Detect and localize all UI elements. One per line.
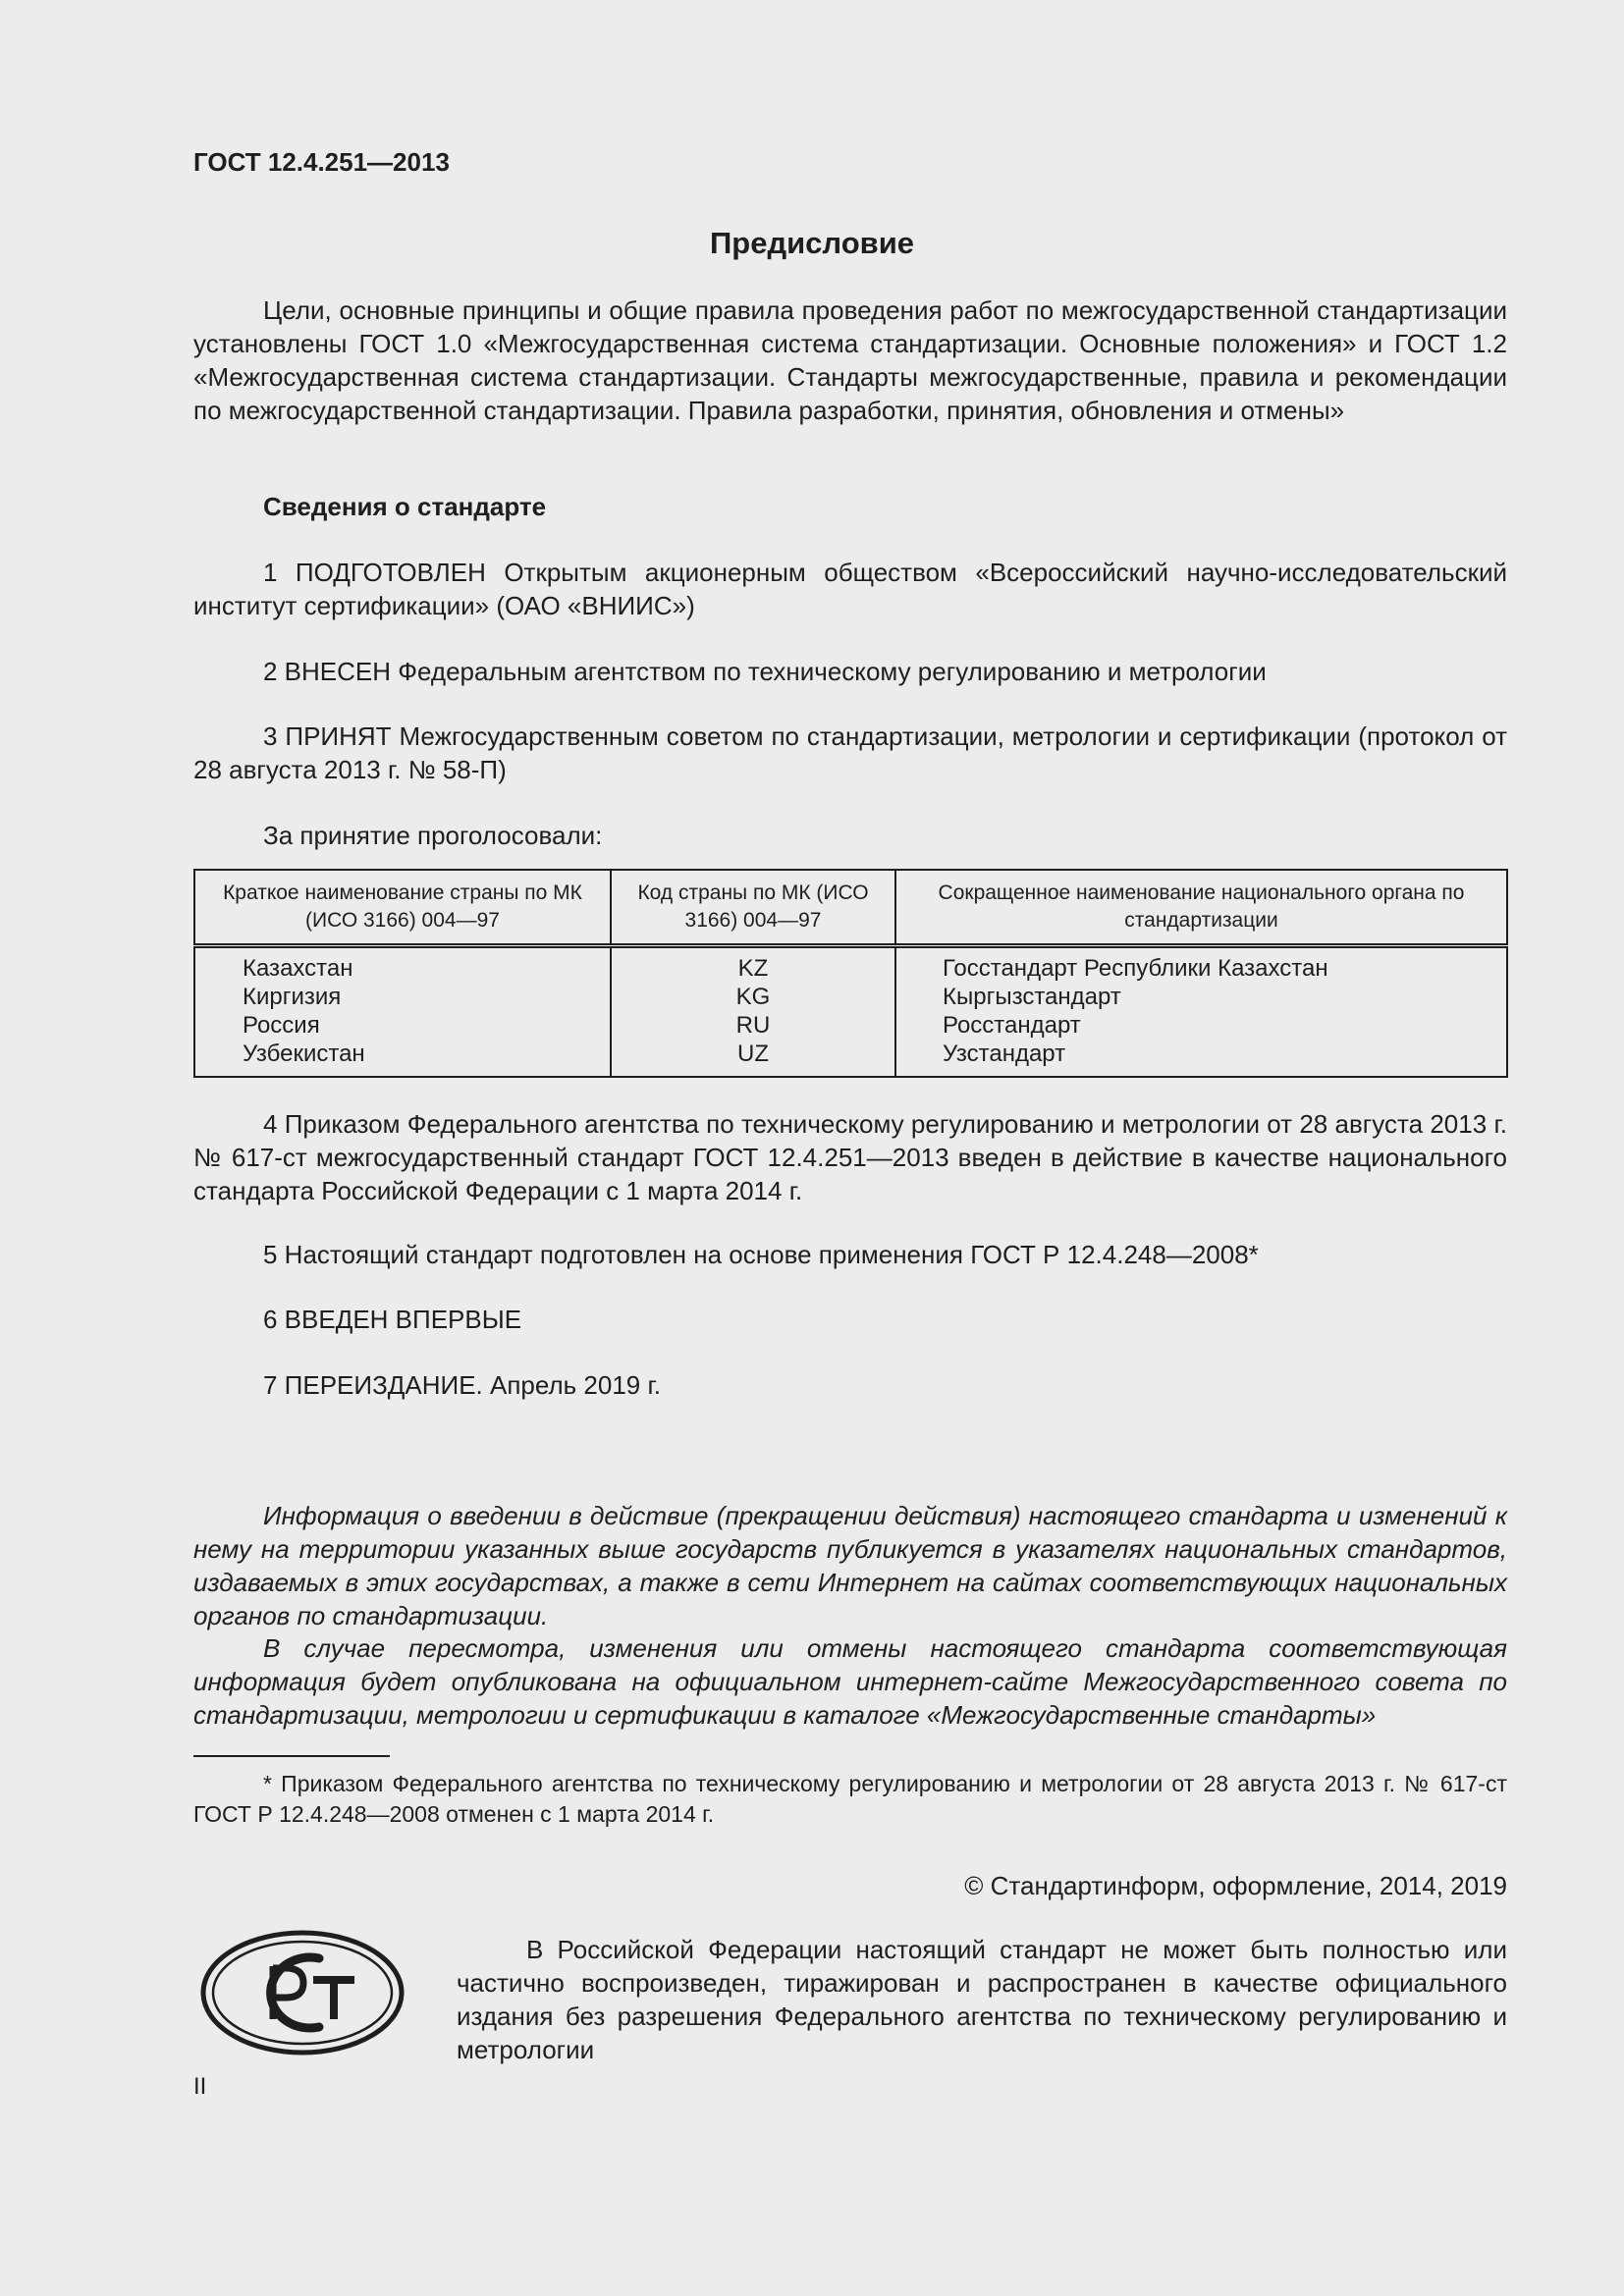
header-country: Краткое наименование страны по МК (ИСО 3166) 004—97 [194, 870, 611, 946]
country-column [194, 946, 611, 1078]
footnote: * Приказом Федерального агентства по техническому регулированию и метрологии от 28 августа 2013 г. № 617-ст ГОСТ Р 12.4.248—2008 отменен с 1 марта 2014 г. [193, 1771, 1507, 1827]
table-cell-country: Казахстан [243, 955, 353, 982]
code-column [611, 946, 895, 1078]
info-heading: Сведения о стандарте [263, 492, 547, 521]
table-cell-body: Росстандарт [943, 1012, 1081, 1039]
header-body: Сокращенное наименование национального органа по стандартизации [895, 870, 1507, 946]
table-cell-body: Кыргызстандарт [943, 984, 1121, 1010]
notice-paragraph-1: Информация о введении в действие (прекращении действия) настоящего стандарта и изменений к нему на территории указанных выше государств публикуется в указателях национальных стандартов, издаваемых в этих государствах, а также в сети Интернет на сайтах соответствующих национальных органов по стандартизации. [193, 1501, 1507, 1630]
item-2: 2 ВНЕСЕН Федеральным агентством по техническому регулированию и метрологии [263, 657, 1267, 686]
votes-table [193, 869, 1508, 1078]
table-body [194, 946, 1507, 1078]
rst-logo-icon [199, 1929, 406, 2056]
copyright-line: © Стандартинформ, оформление, 2014, 2019 [964, 1871, 1507, 1900]
page-number: II [193, 2073, 207, 2100]
item-4: 4 Приказом Федерального агентства по техническому регулированию и метрологии от 28 августа 2013 г. № 617-ст межгосударственный стандарт ГОСТ 12.4.251—2013 введен в действие в качестве национального стандарта Российской Федерации с 1 марта 2014 г. [193, 1109, 1507, 1205]
table-cell-country: Узбекистан [243, 1041, 365, 1067]
table-cell-country: Россия [243, 1012, 320, 1039]
notice-paragraph-2: В случае пересмотра, изменения или отмены настоящего стандарта соответствующая информация будет опубликована на официальном интернет-сайте Межгосударственного совета по стандартизации, метрологии и сертификации в каталоге «Межгосударственные стандарты» [193, 1633, 1507, 1730]
item-7: 7 ПЕРЕИЗДАНИЕ. Апрель 2019 г. [263, 1370, 662, 1400]
standard-code: ГОСТ 12.4.251—2013 [193, 147, 450, 177]
footnote-divider [193, 1755, 390, 1757]
body-column [895, 946, 1507, 1078]
table-cell-country: Киргизия [243, 984, 342, 1010]
table-cell-body: Госстандарт Республики Казахстан [943, 955, 1328, 982]
header-code: Код страны по МК (ИСО 3166) 004—97 [611, 870, 895, 946]
table-header-row [194, 870, 1507, 946]
rights-notice: В Российской Федерации настоящий стандарт не может быть полностью или частично воспроизведен, тиражирован и распространен в качестве официального издания без разрешения Федерального агентства по техническому регулированию и метрологии [457, 1935, 1507, 2064]
intro-paragraph: Цели, основные принципы и общие правила проведения работ по межгосударственной стандартизации установлены ГОСТ 1.0 «Межгосударственная система стандартизации. Основные положения» и ГОСТ 1.2 «Межгосударственная система стандартизации. Стандарты межгосударственные, правила и рекомендации по межгосударственной стандартизации. Правила разработки, принятия, обновления и отмены» [193, 295, 1507, 425]
table-cell-body: Узстандарт [943, 1041, 1066, 1067]
item-3: 3 ПРИНЯТ Межгосударственным советом по стандартизации, метрологии и сертификации (протокол от 28 августа 2013 г. № 58-П) [193, 721, 1507, 784]
item-1: 1 ПОДГОТОВЛЕН Открытым акционерным обществом «Всероссийский научно-исследовательский институт сертификации» (ОАО «ВНИИС») [193, 558, 1507, 620]
item-6: 6 ВВЕДЕН ВПЕРВЫЕ [263, 1305, 522, 1334]
table-cell-code: KZ [737, 955, 769, 982]
table-cell-code: KG [735, 984, 771, 1010]
page-title: Предисловие [709, 226, 914, 260]
item-5: 5 Настоящий стандарт подготовлен на основе применения ГОСТ Р 12.4.248—2008* [263, 1240, 1259, 1269]
table-cell-code: RU [735, 1012, 771, 1039]
table-cell-code: UZ [737, 1041, 769, 1067]
votes-label: За принятие проголосовали: [263, 821, 603, 850]
